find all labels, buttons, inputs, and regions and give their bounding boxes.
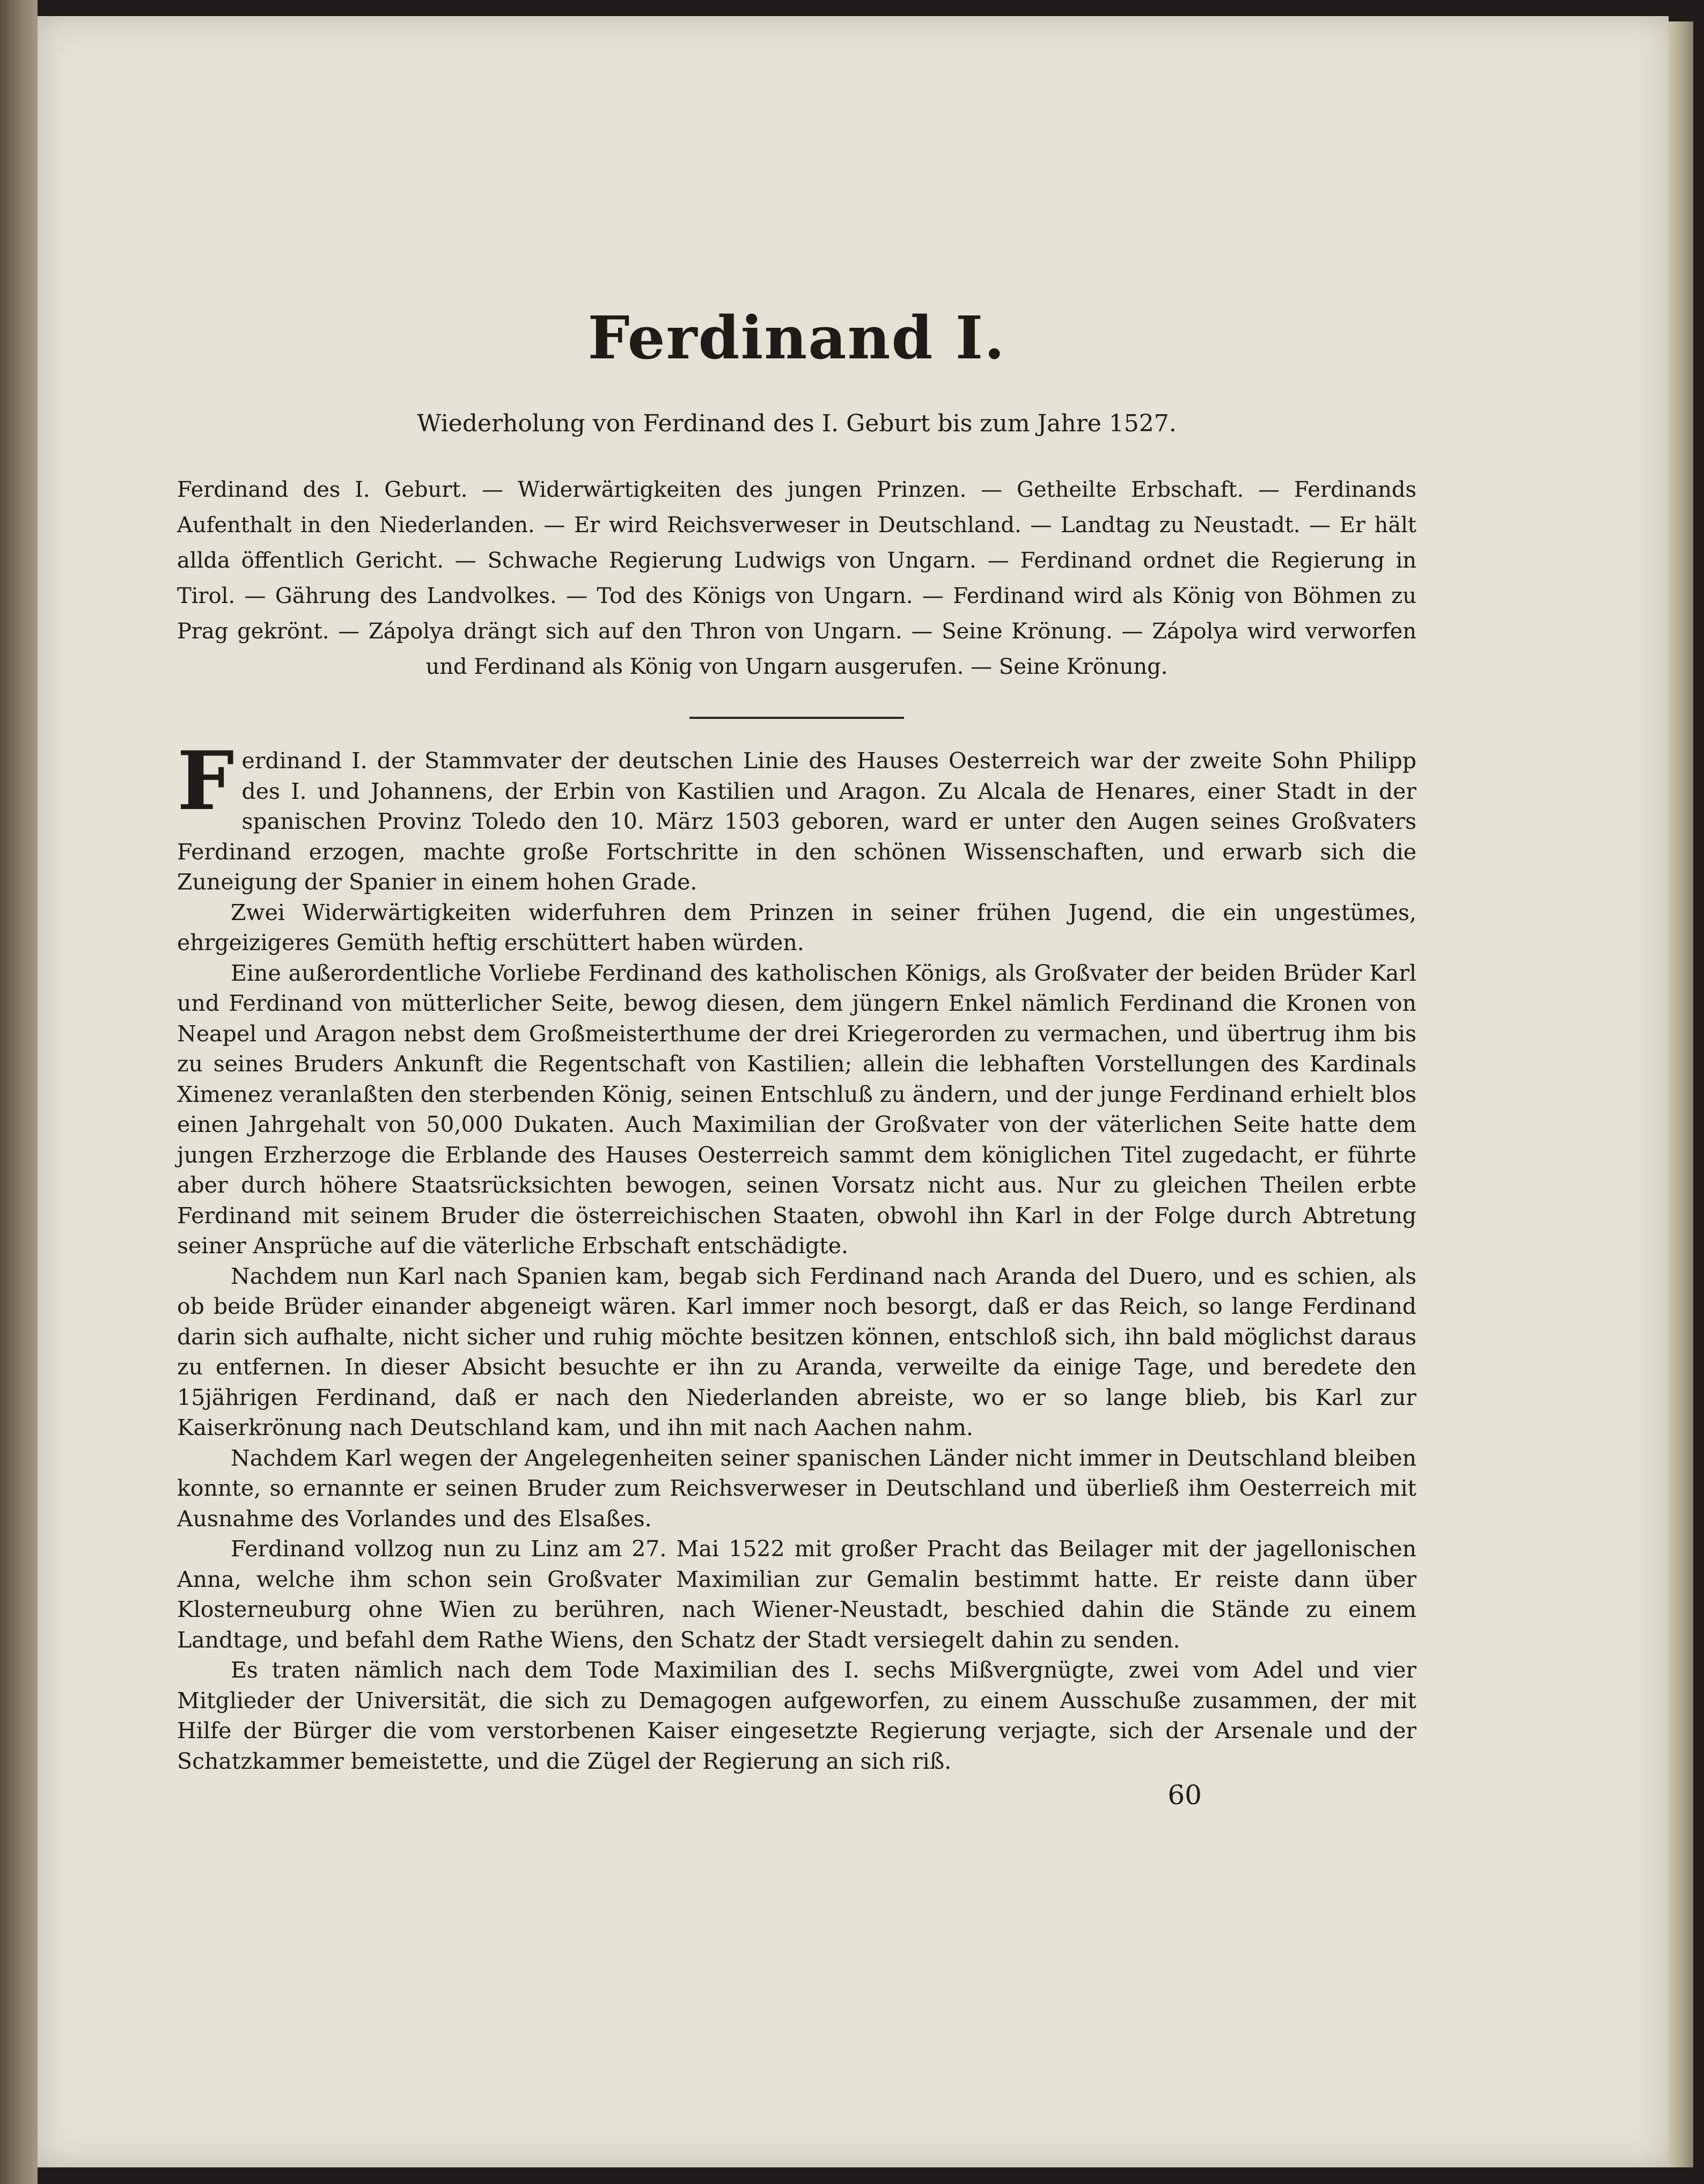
page-stack-edge	[1669, 21, 1693, 2167]
separator-rule	[689, 717, 904, 719]
paragraph-1	[177, 734, 1416, 898]
paragraph-5: Nachdem Karl wegen der Angelegenheiten seiner spanischen Länder nicht immer in Deutschland bleiben konnte, so ernannte er seinen Bruder zum Reichsverweser in Deutschland und überließ ihm Oesterreich mit Ausnahme des Vorlandes und des Elsaßes.	[177, 1445, 1416, 1532]
paragraph-4: Nachdem nun Karl nach Spanien kam, begab sich Ferdinand nach Aranda del Duero, und es schien, als ob beide Brüder einander abgeneigt wären. Karl immer noch besorgt, daß er das Reich, so lange Ferdinand darin sich aufhalte, nicht sicher und ruhig möchte besitzen können, entschloß sich, ihn bald möglichst daraus zu entfernen. In dieser Absicht besuchte er ihn zu Aranda, verweilte da einige Tage, und beredete den 15jährigen Ferdinand, daß er nach den Niederlanden abreiste, wo er so lange blieb, bis Karl zur Kaiserkrönung nach Deutschland kam, und ihn mit nach Aachen nahm.	[177, 1263, 1416, 1440]
body-text	[177, 734, 1416, 1776]
page-subtitle: Wiederholung von Ferdinand des I. Geburt bis zum Jahre 1527.	[417, 410, 1177, 437]
paragraph-3: Eine außerordentliche Vorliebe Ferdinand des katholischen Königs, als Großvater der beiden Brüder Karl und Ferdinand von mütterlicher Seite, bewog diesen, dem jüngern Enkel nämlich Ferdinand die Kronen von Neapel und Aragon nebst dem Großmeisterthume der drei Kriegerorden zu vermachen, und übertrug ihm bis zu seines Bruders Ankunft die Regentschaft von Kastilien; allein die lebhaften Vorstellungen des Kardinals Ximenez veranlaßten den sterbenden König, seinen Entschluß zu ändern, und der junge Ferdinand erhielt blos einen Jahrgehalt von 50,000 Dukaten. Auch Maximilian der Großvater von der väterlichen Seite hatte dem jungen Erzherzoge die Erblande des Hauses Oesterreich sammt dem königlichen Titel zugedacht, er führte aber durch höhere Staatsrücksichten bewogen, seinen Vorsatz nicht aus. Nur zu gleichen Theilen erbte Ferdinand mit seinem Bruder die österreichischen Staaten, obwohl ihn Karl in der Folge durch Abtretung seiner Ansprüche auf die väterliche Erbschaft entschädigte.	[177, 960, 1416, 1259]
chapter-summary: Ferdinand des I. Geburt. — Widerwärtigkeiten des jungen Prinzen. — Getheilte Erbschaft. — Ferdinands Aufenthalt in den Niederlanden. — Er wird Reichsverweser in Deutschland. — Landtag zu Neustadt. — Er hält allda öffentlich Gericht. — Schwache Regierung Ludwigs von Ungarn. — Ferdinand ordnet die Regierung in Tirol. — Gährung des Landvolkes. — Tod des Königs von Ungarn. — Ferdinand wird als König von Böhmen zu Prag gekrönt. — Zápolya drängt sich auf den Thron von Ungarn. — Seine Krönung. — Zápolya wird verworfen und Ferdinand als König von Ungarn ausgerufen. — Seine Krönung.	[177, 477, 1416, 679]
page-number: 60	[1167, 1779, 1202, 1811]
paragraph-1-text: erdinand I. der Stammvater der deutschen Linie des Hauses Oesterreich war der zweite Sohn Philipp des I. und Johannens, der Erbin von Kastilien und Aragon. Zu Alcala de Henares, einer Stadt in der spanischen Provinz Toledo den 10. März 1503 geboren, ward er unter den Augen seines Großvaters Ferdinand erzogen, machte große Fortschritte in den schönen Wissenschaften, und erwarb sich die Zuneigung der Spanier in einem hohen Grade.	[177, 748, 1416, 895]
paragraph-7: Es traten nämlich nach dem Tode Maximilian des I. sechs Mißvergnügte, zwei vom Adel und vier Mitglieder der Universität, die sich zu Demagogen aufgeworfen, zu einem Ausschuße zusammen, der mit Hilfe der Bürger die vom verstorbenen Kaiser eingesetzte Regierung verjagte, sich der Arsenale und der Schatzkammer bemeistette, und die Zügel der Regierung an sich riß.	[177, 1657, 1416, 1774]
drop-cap: F	[177, 734, 234, 828]
paragraph-2: Zwei Widerwärtigkeiten widerfuhren dem Prinzen in seiner frühen Jugend, die ein ungestümes, ehrgeizigeres Gemüth heftig erschüttert haben würden.	[177, 899, 1416, 955]
previous-page-edge	[0, 0, 38, 2184]
paragraph-6: Ferdinand vollzog nun zu Linz am 27. Mai 1522 mit großer Pracht das Beilager mit der jagellonischen Anna, welche ihm schon sein Großvater Maximilian zur Gemalin bestimmt hatte. Er reiste dann über Klosterneuburg ohne Wien zu berühren, nach Wiener-Neustadt, beschied dahin die Stände zu einem Landtage, und befahl dem Rathe Wiens, den Schatz der Stadt versiegelt dahin zu senden.	[177, 1536, 1416, 1653]
page-content	[177, 300, 1416, 1811]
page-title: Ferdinand I.	[587, 303, 1006, 372]
